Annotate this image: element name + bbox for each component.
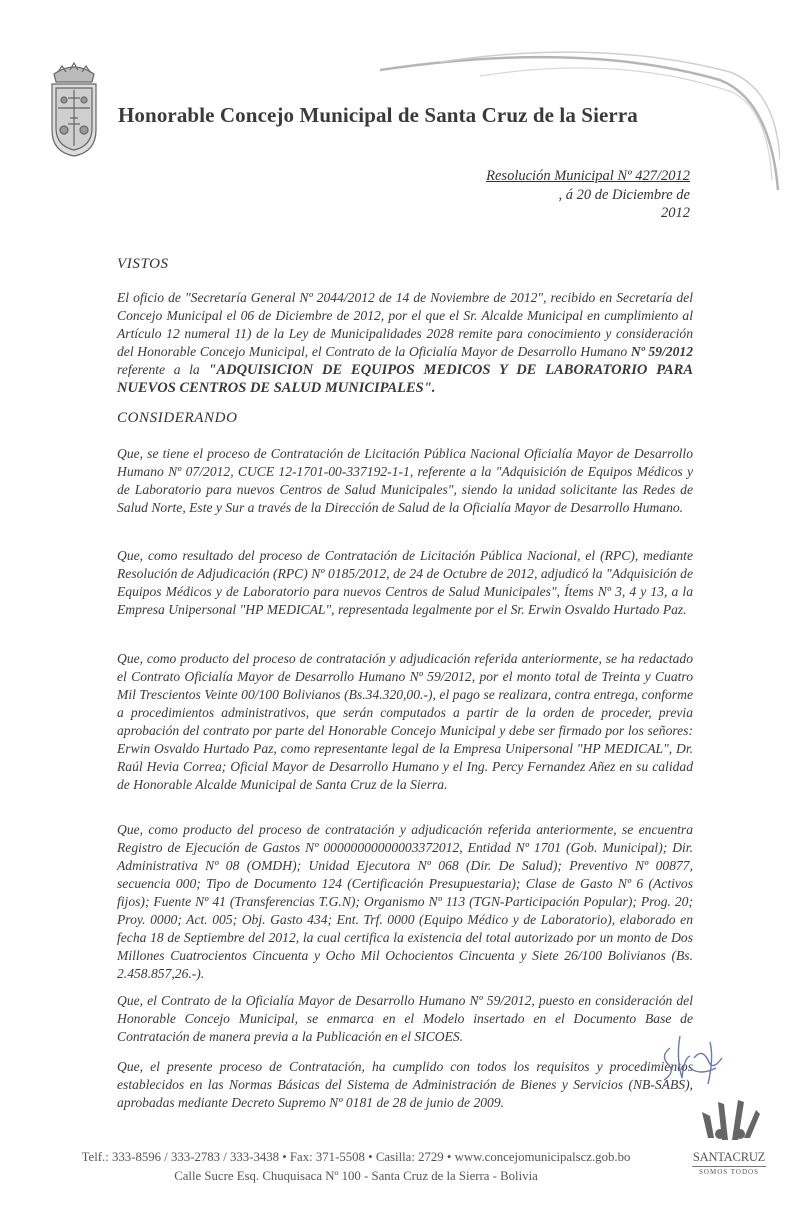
paragraph-considerando-5: Que, el Contrato de la Oficialía Mayor de Desarrollo Humano Nº 59/2012, puesto en consideración del Honorable Concejo Municipal, se enmarca en el Modelo insertado en el Documento Base de Contratación de manera previa a la Publicación en el SICOES. [117, 993, 693, 1044]
vistos-subject: "ADQUISICION DE EQUIPOS MEDICOS Y DE LABORATORIO PARA NUEVOS CENTROS DE SALUD MUNICIPALES". [117, 362, 693, 396]
santacruz-logo [686, 1150, 772, 1176]
organization-title: Honorable Concejo Municipal de Santa Cruz de la Sierra [118, 103, 638, 127]
section-considerando: CONSIDERANDO [117, 410, 238, 426]
footer-address: Calle Sucre Esq. Chuquisaca Nº 100 - Santa Cruz de la Sierra - Bolivia [174, 1169, 538, 1183]
paragraph-considerando-3: Que, como producto del proceso de contratación y adjudicación referida anteriormente, se ha redactado el Contrato Oficialía Mayor de Desarrollo Humano Nº 59/2012, por el monto total de Treinta y Cuatro Mil Trescientos Veinte 00/100 Bolivianos (Bs.34.320,00.-), el pago se realizara, contra entrega, conforme a procedimientos administrativos, que serán computados a partir de la orden de proceder, previa aprobación del contrato por parte del Honorable Concejo Municipal y debe ser firmado por los señores: Erwin Osvaldo Hurtado Paz, como representante legal de la Empresa Unipersonal "HP MEDICAL", Dr. Raúl Hevia Correa; Oficial Mayor de Desarrollo Humano y el Ing. Percy Fernandez Añez en su calidad de Honorable Alcalde Municipal de Santa Cruz de la Sierra. [117, 651, 693, 792]
logo-tagline: SOMOS TODOS [692, 1166, 766, 1176]
vistos-contract: Nº 59/2012 [630, 344, 693, 359]
resolution-date-line2: 2012 [661, 205, 690, 221]
resolution-date-line1: , á 20 de Diciembre de [558, 186, 690, 203]
vistos-ref: referente a la [117, 362, 200, 377]
paragraph-considerando-2: Que, como resultado del proceso de Contratación de Licitación Pública Nacional, el (RPC), mediante Resolución de Adjudicación (RPC) Nº 0185/2012, de 24 de Octubre de 2012, adjudicó la "Adquisición de Equipos Médicos y de Laboratorio para nuevos Centros de Salud Municipales", Ítems Nº 3, 4 y 13, a la Empresa Unipersonal "HP MEDICAL", representada legalmente por el Sr. Erwin Osvaldo Hurtado Paz. [117, 548, 693, 617]
paragraph-considerando-1: Que, se tiene el proceso de Contratación de Licitación Pública Nacional Oficialía Mayor de Desarrollo Humano Nº 07/2012, CUCE 12-1701-00-337192-1-1, referente a la "Adquisición de Equipos Médicos y de Laboratorio para nuevos Centros de Salud Municipales", siendo la unidad solicitante las Redes de Salud Norte, Este y Sur a través de la Dirección de Salud de la Oficialía Mayor de Desarrollo Humano. [117, 446, 693, 515]
handwritten-signature-icon [650, 1028, 740, 1098]
resolution-number: Resolución Municipal Nº 427/2012 [486, 168, 690, 184]
paragraph-vistos [117, 289, 693, 397]
vistos-text: El oficio de "Secretaría General Nº 2044/2012 de 14 de Noviembre de 2012", recibido en Secretaría del Concejo Municipal el 06 de Diciembre de 2012, por el que el Sr. Alcalde Municipal en cumplimiento al Artículo 12 numeral 11) de la Ley de Municipalidades 2028 remite para conocimiento y consideración del Honorable Concejo Municipal, el Contrato de la Oficialía Mayor de Desarrollo Humano [117, 290, 693, 359]
footer [46, 1148, 666, 1186]
footer-contact: Telf.: 333-8596 / 333-2783 / 333-3438 • Fax: 371-5508 • Casilla: 2729 • www.concejomunicipalscz.gob.bo [81, 1150, 631, 1164]
paragraph-considerando-4: Que, como producto del proceso de contratación y adjudicación referida anteriormente, se encuentra Registro de Ejecución de Gastos Nº 00000000000003372012, Entidad Nº 1701 (Gob. Municipal); Dir. Administrativa Nº 08 (OMDH); Unidad Ejecutora Nº 068 (Dir. De Salud); Preventivo Nº 00877, secuencia 000; Tipo de Documento 124 (Certificación Presupuestaria); Clase de Gasto Nº 6 (Activos fijos); Fuente Nº 41 (Transferencias T.G.N); Organismo Nº 113 (TGN-Participación Popular); Prog. 20; Proy. 0000; Act. 005; Obj. Gasto 434; Ent. Trf. 0000 (Equipo Médico y de Laboratorio), elaborado en fecha 18 de Septiembre del 2012, la cual certifica la existencia del total autorizado por un monto de Dos Millones Cuatrocientos Cincuenta y Ocho Mil Ochocientos Cincuenta y Siete 26/100 Bolivianos (Bs. 2.458.857,26.-). [117, 822, 693, 981]
section-vistos: VISTOS [117, 256, 169, 272]
resolution-header [390, 167, 690, 223]
logo-name: SANTACRUZ [692, 1150, 766, 1164]
coat-of-arms-icon [46, 60, 102, 158]
paragraph-considerando-6: Que, el presente proceso de Contratación, ha cumplido con todos los requisitos y procedimientos establecidos en las Normas Básicas del Sistema de Administración de Bienes y Servicios (NB-SABS), aprobadas mediante Decreto Supremo Nº 0181 de 28 de junio de 2009. [117, 1059, 693, 1110]
